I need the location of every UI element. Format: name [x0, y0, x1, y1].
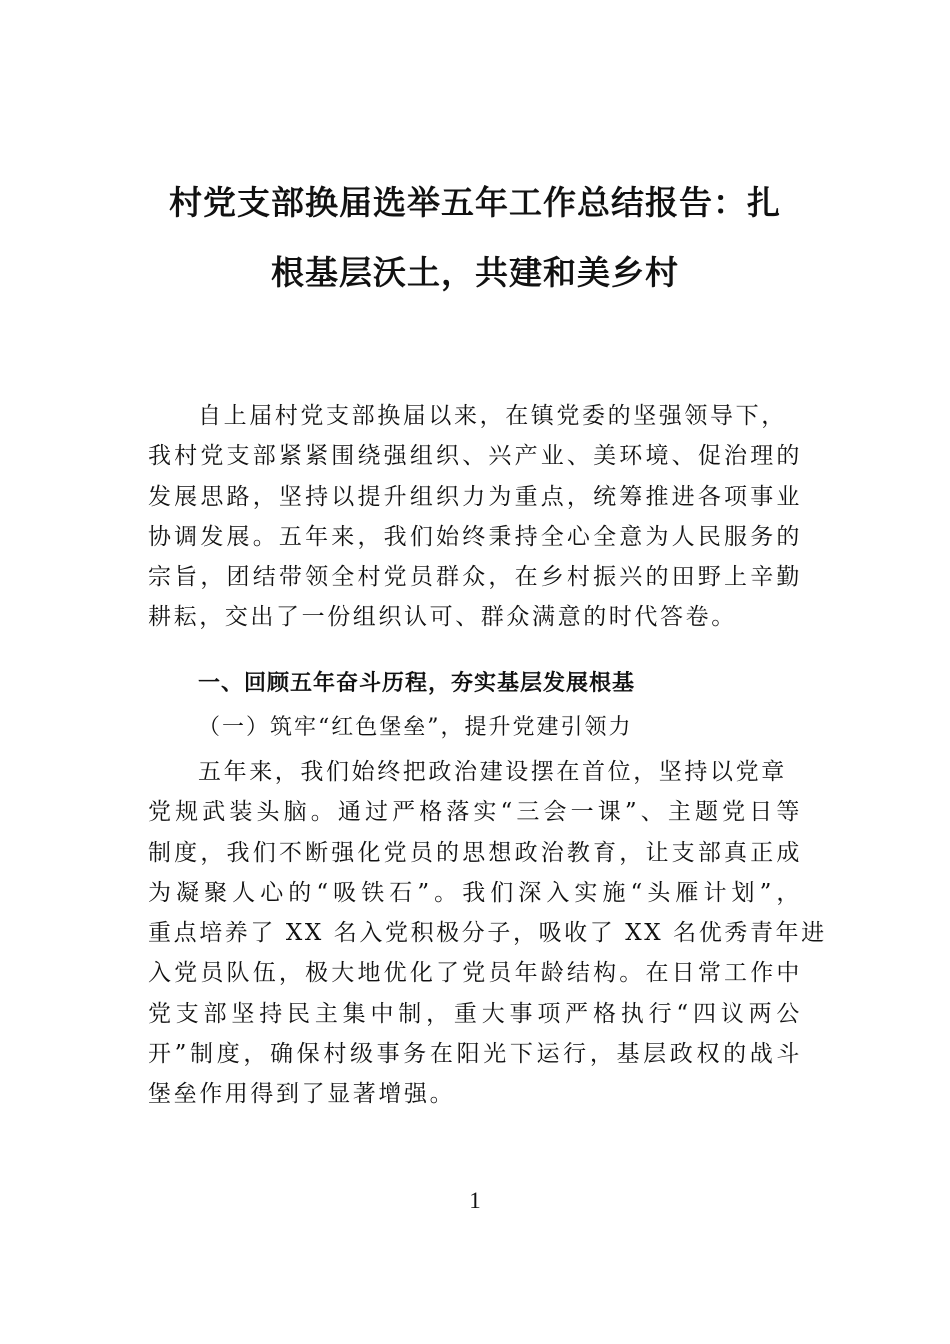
paragraph-line: 重点培养了 XX 名入党积极分子，吸收了 XX 名优秀青年进 [148, 920, 827, 947]
paragraph-line: 制度，我们不断强化党员的思想政治教育，让支部真正成 [148, 839, 802, 866]
paragraph-line: 耕耘，交出了一份组织认可、群众满意的时代答卷。 [148, 604, 737, 631]
section-paragraph [148, 752, 827, 1115]
paragraph-line: 入党员队伍，极大地优化了党员年龄结构。在日常工作中 [148, 960, 802, 987]
paragraph-line: 党规武装头脑。通过严格落实“三会一课”、主题党日等 [148, 799, 802, 826]
paragraph-line: 堡垒作用得到了显著增强。 [148, 1081, 456, 1108]
paragraph-line: 发展思路，坚持以提升组织力为重点，统筹推进各项事业 [148, 483, 802, 510]
paragraph-line: 我村党支部紧紧围绕强组织、兴产业、美环境、促治理的 [148, 443, 802, 470]
paragraph-line: 党支部坚持民主集中制，重大事项严格执行“四议两公 [148, 1000, 802, 1027]
title-line: 村党支部换届选举五年工作总结报告：扎 [169, 183, 781, 222]
intro-paragraph [148, 396, 802, 638]
section-heading-1-1 [148, 708, 802, 748]
paragraph-line: 五年来，我们始终把政治建设摆在首位，坚持以党章 [198, 759, 787, 785]
paragraph-line: 自上届村党支部换届以来，在镇党委的坚强领导下， [198, 403, 787, 429]
paragraph-line: 为凝聚人心的“吸铁石”。我们深入实施“头雁计划”， [148, 879, 802, 906]
heading-text: 一、回顾五年奋斗历程，夯实基层发展根基 [198, 671, 636, 696]
page-number: 1 [469, 1188, 481, 1213]
subheading-text: （一）筑牢“红色堡垒”，提升党建引领力 [198, 715, 633, 740]
paragraph-line: 宗旨，团结带领全村党员群众，在乡村振兴的田野上辛勤 [148, 564, 802, 591]
title-line: 根基层沃土，共建和美乡村 [271, 253, 679, 292]
paragraph-line: 协调发展。五年来，我们始终秉持全心全意为人民服务的 [148, 523, 802, 550]
section-heading-1 [148, 664, 802, 704]
document-title [148, 168, 802, 308]
paragraph-line: 开”制度，确保村级事务在阳光下运行，基层政权的战斗 [148, 1041, 802, 1068]
